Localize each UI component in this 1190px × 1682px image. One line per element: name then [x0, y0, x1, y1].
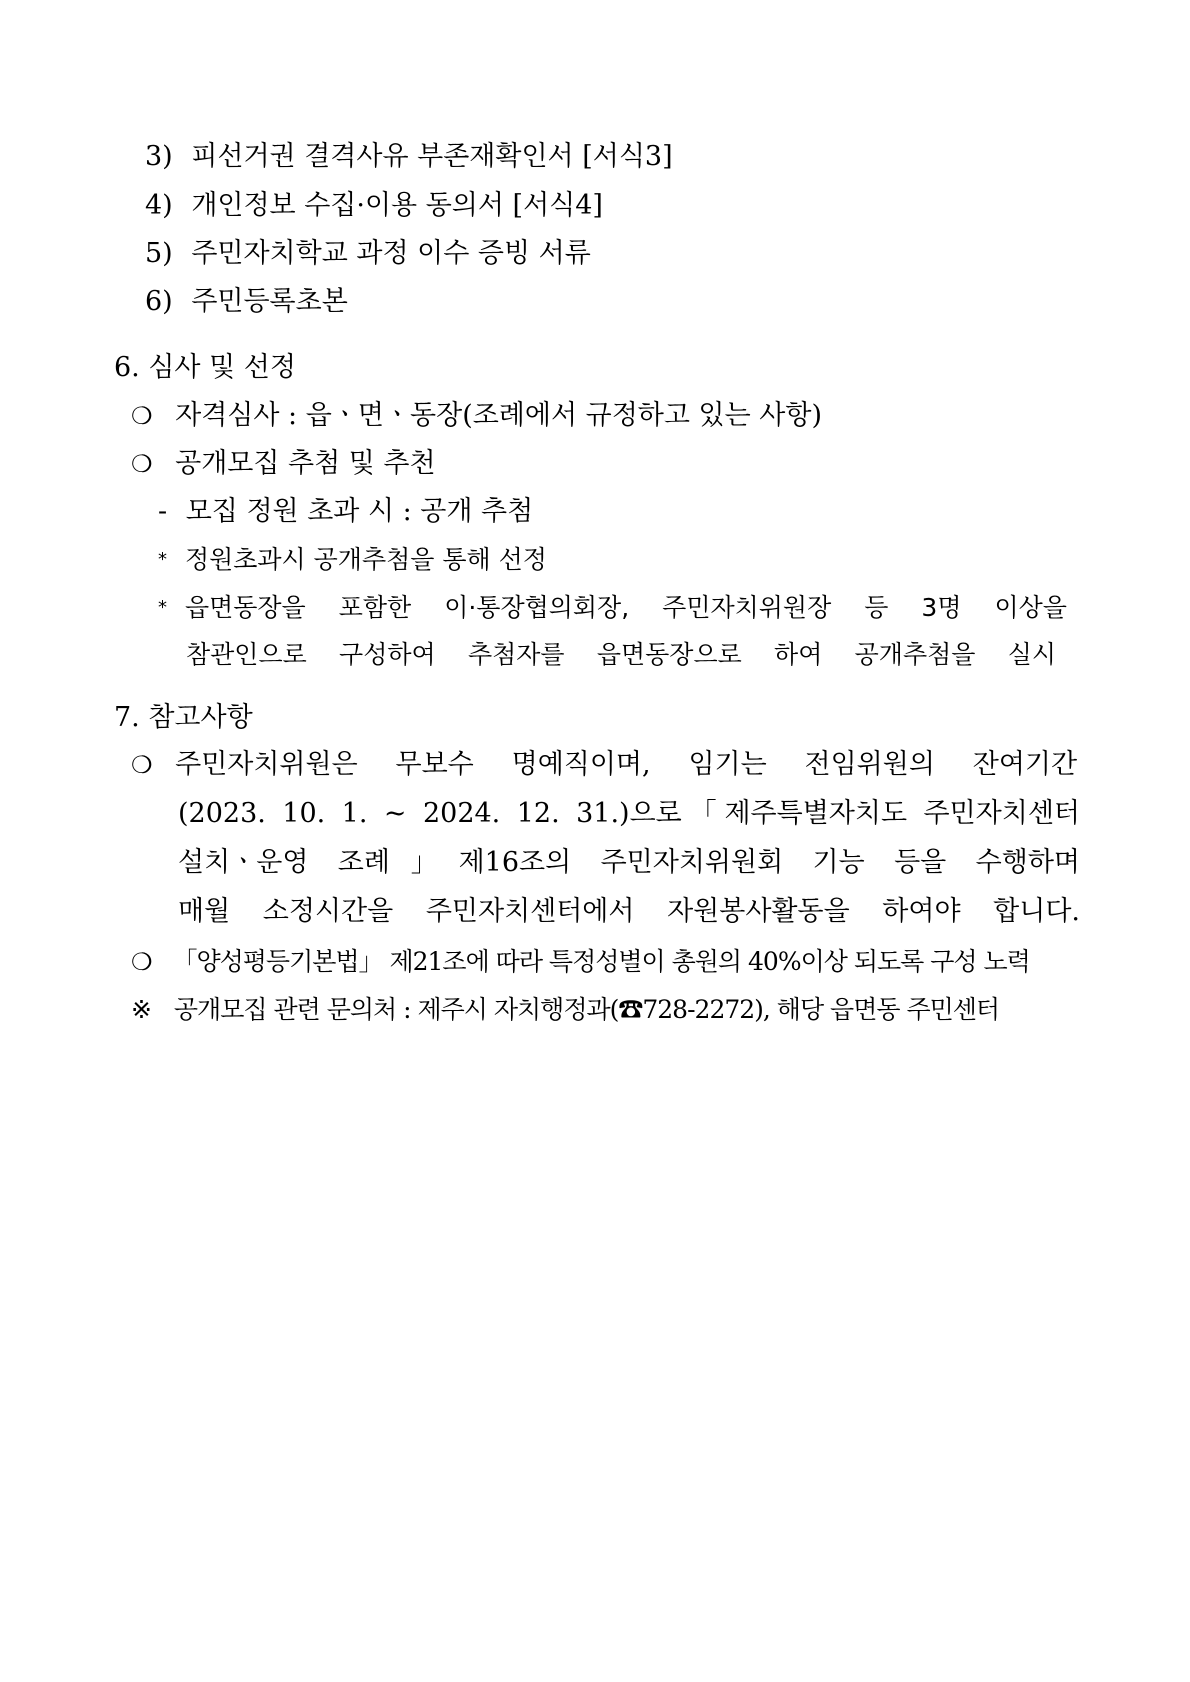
doc-item-5 — [145, 237, 591, 271]
paragraph-1-line-4: 매월 소정시간을 주민자치센터에서 자원봉사활동을 하여야 합니다. — [178, 896, 1080, 927]
note-item-2 — [158, 591, 1080, 625]
asterisk-bullet-icon: * — [158, 549, 167, 570]
note-item-1 — [158, 543, 547, 577]
doc-item-number: 4) — [145, 190, 173, 221]
inquiry-note — [131, 993, 999, 1027]
section-6-heading: 6. 심사 및 선정 — [114, 352, 296, 383]
note-item-1-text: 정원초과시 공개추첨을 통해 선정 — [184, 545, 547, 574]
reference-mark-icon: ※ — [131, 995, 151, 1024]
doc-item-text: 주민등록초본 — [191, 286, 348, 317]
dash-item — [158, 495, 533, 529]
paragraph-1-line-2: (2023. 10. 1. ~ 2024. 12. 31.)으로「제주특별자치도 주민자치센터 — [178, 798, 1080, 829]
doc-item-3 — [145, 140, 673, 174]
doc-item-text: 피선거권 결격사유 부존재확인서 [서식3] — [191, 141, 673, 172]
circle-bullet-icon: ❍ — [131, 948, 152, 976]
circle-bullet-icon: ❍ — [131, 450, 153, 478]
circle-bullet-icon: ❍ — [131, 402, 153, 430]
section-7-heading: 7. 참고사항 — [114, 702, 253, 733]
doc-item-text: 개인정보 수집·이용 동의서 [서식4] — [191, 190, 603, 221]
dash-item-text: 모집 정원 초과 시 : 공개 추첨 — [185, 496, 534, 527]
public-recruitment — [131, 447, 436, 481]
doc-item-number: 3) — [145, 141, 173, 172]
qualification-text: 자격심사 : 읍ㆍ면ㆍ동장(조례에서 규정하고 있는 사항) — [175, 400, 822, 431]
asterisk-bullet-icon: * — [158, 597, 167, 618]
paragraph-2-text: 「양성평등기본법」 제21조에 따라 특정성별이 총원의 40%이상 되도록 구성 노력 — [172, 947, 1030, 976]
note-item-2-line-2: 참관인으로 구성하여 추첨자를 읍면동장으로 하여 공개추첨을 실시 — [186, 640, 1056, 669]
dash-bullet: - — [158, 496, 168, 527]
note-item-2-line-1: 읍면동장을 포함한 이·통장협의회장, 주민자치위원장 등 3명 이상을 — [184, 593, 1067, 622]
paragraph-1-line-1: 주민자치위원은 무보수 명예직이며, 임기는 전임위원의 잔여기간 — [175, 749, 1078, 780]
doc-item-6 — [145, 285, 348, 319]
paragraph-1-line-3: 설치ㆍ운영 조례」제16조의 주민자치위원회 기능 등을 수행하며 — [178, 847, 1080, 878]
paragraph-1 — [131, 748, 1081, 782]
doc-item-number: 5) — [145, 238, 173, 269]
qualification-review — [131, 399, 822, 433]
doc-item-number: 6) — [145, 286, 173, 317]
doc-item-text: 주민자치학교 과정 이수 증빙 서류 — [191, 238, 591, 269]
inquiry-note-text: 공개모집 관련 문의처 : 제주시 자치행정과(☎728-2272), 해당 읍면동 주민센터 — [173, 995, 1000, 1024]
paragraph-2 — [131, 945, 1030, 979]
circle-bullet-icon: ❍ — [131, 751, 153, 779]
doc-item-4 — [145, 189, 603, 223]
public-recruitment-text: 공개모집 추첨 및 추천 — [175, 448, 436, 479]
